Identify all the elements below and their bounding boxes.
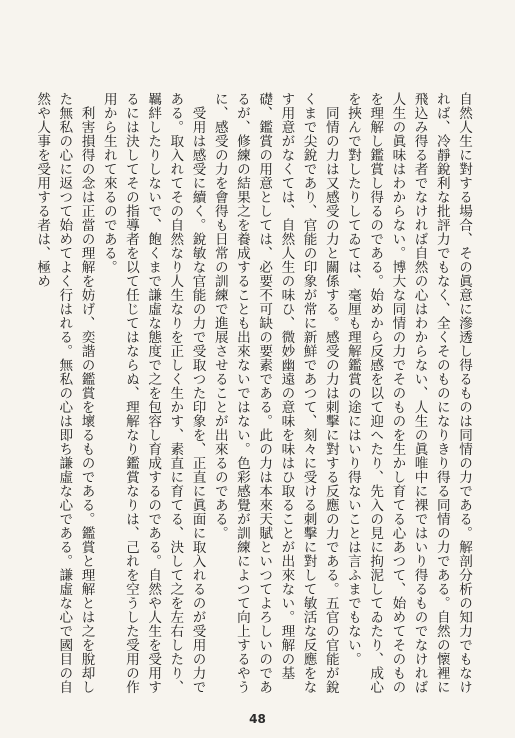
paragraph-4: 利害損得の念は正當の理解を妨げ、奕諧の鑑賞を壞るものである。鑑賞と理解とは之を脫却した無私の心に返つて始めてよく行はれる。無私の心は即ち謙虛な心である。謙虛な心で國目の自然や人事を受用する者は、極め xyxy=(34,92,95,694)
paragraph-1: 自然人生に對する場合、その眞意に滲透し得るものは同情の力である。解剖分析の知力でもなければ、冷靜銳利な批評力でもなく、全くそのものになりきり得る同情の力である。自然の懷裡に飛込み得る者でなければ自然の心はわからない、人生の眞唯中に裸ではいり得るものでなければ人生の眞味はわからない。博大な同情の力でそのものを生かし育てる心あつて、始めてそのものを理解し鑑賞し得るのである。始めから反感を以て迎へたり、先入の見に拘泥してゐたり、成心を挾んで對したりしてゐては、毫厘も理解鑑賞の途にはいり得ないことは言ふまでもない。 xyxy=(344,92,472,694)
page-number: 48 xyxy=(249,712,266,726)
paragraph-2: 同情の力は又感受の力と關係する。感受の力は刺擊に對する反應の力である。五官の官能が銳くまで尖銳であり、官能の印象が常に新鮮であつて、刻々に受ける刺擊に對して敏活な反應をなす用意がなくては、自然人生の味ひ、微妙幽遠の意味を味はひ取ることが出來ない。理解の基礎、鑑賞の用意としては、必要不可缺の要素である。此の力は本來天賦といつてよろしいのであるが、修練の結果之を養成することも出來ないではない。色彩感覺が訓練によつて向上するやうに、感受の力を會得も日常の訓練で進展させることが出來るのである。 xyxy=(211,92,339,694)
paragraph-3: 受用は感受に續く。銳敏な官能の力で受取つた印象を、正直に眞面に取入れるのが受用の力である。取入れてその自然なり人生なりを正しく生かす、素直に育てる、決して之を左右したり、羈絆したりしないで、飽くまで謙虛な態度で之を包容し育成するのである。自然や人生を受用するには決してその指導者を以て任じてはならぬ、理解なり鑑賞なりは、己れを空うした受用の作用から生れて來るのである。 xyxy=(100,92,206,694)
body-text xyxy=(34,92,475,698)
